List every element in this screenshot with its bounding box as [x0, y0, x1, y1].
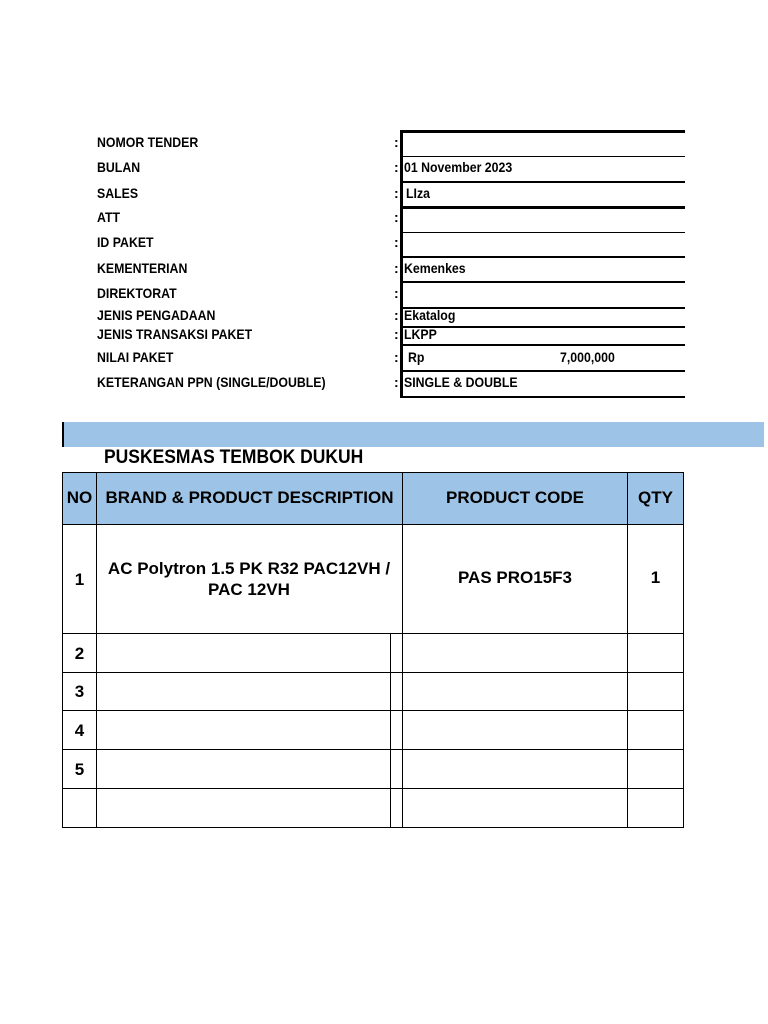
table-line: [62, 827, 684, 828]
value-jenis-pengadaan: Ekatalog: [404, 307, 456, 323]
row-qty: [628, 711, 683, 749]
value-box-bottom-border: [400, 396, 685, 398]
colon: :: [394, 185, 399, 201]
row-product-code: [403, 750, 627, 788]
table-line: [390, 633, 391, 828]
table-line: [683, 472, 684, 828]
colon: :: [394, 159, 399, 175]
label-sales: SALES: [97, 185, 139, 201]
row-divider: [400, 156, 685, 157]
row-description: [97, 634, 390, 672]
row-qty: [628, 750, 683, 788]
value-jenis-transaksi-paket: LKPP: [404, 326, 437, 342]
row-qty: [628, 634, 683, 672]
row-description: [97, 673, 390, 710]
header-description: BRAND & PRODUCT DESCRIPTION: [105, 488, 394, 507]
header-qty: QTY: [638, 488, 673, 507]
row-product-code: [403, 789, 627, 827]
value-nilai-paket-amount: 7,000,000: [560, 349, 615, 365]
row-description: [97, 789, 390, 827]
value-kementerian: Kemenkes: [404, 260, 466, 276]
row-divider: [400, 256, 685, 258]
row-description: AC Polytron 1.5 PK R32 PAC12VH / PAC 12VH: [107, 559, 391, 599]
row-divider: [400, 232, 685, 233]
colon: :: [394, 349, 399, 365]
label-keterangan-ppn: KETERANGAN PPN (SINGLE/DOUBLE): [97, 374, 326, 390]
row-divider: [400, 344, 685, 346]
value-nilai-paket-currency: Rp: [408, 349, 425, 365]
row-no: 2: [74, 643, 85, 663]
row-no: 1: [74, 569, 85, 589]
row-qty: [628, 673, 683, 710]
colon: :: [394, 234, 399, 250]
value-box-top-border: [400, 130, 685, 133]
section-band: [62, 422, 764, 447]
row-divider: [400, 206, 685, 209]
row-divider: [400, 370, 685, 372]
row-divider: [400, 181, 685, 183]
row-product-code: [403, 673, 627, 710]
row-description: [97, 711, 390, 749]
row-product-code: [403, 634, 627, 672]
colon: :: [394, 134, 399, 150]
label-nilai-paket: NILAI PAKET: [97, 349, 174, 365]
row-no: [62, 789, 97, 827]
row-divider: [400, 281, 685, 283]
header-no: NO: [66, 488, 93, 507]
colon: :: [394, 307, 399, 323]
section-title: PUSKESMAS TEMBOK DUKUH: [104, 447, 364, 468]
value-sales: LIza: [406, 185, 430, 201]
colon: :: [394, 326, 399, 342]
row-qty: 1: [650, 567, 661, 587]
colon: :: [394, 285, 399, 301]
colon: :: [394, 260, 399, 276]
value-box-left-border: [400, 130, 403, 398]
row-product-code: [403, 711, 627, 749]
label-att: ATT: [97, 209, 121, 225]
row-no: 4: [74, 720, 85, 740]
label-jenis-pengadaan: JENIS PENGADAAN: [97, 307, 216, 323]
band-cursor-mark: [62, 422, 64, 447]
label-id-paket: ID PAKET: [97, 234, 154, 250]
value-keterangan-ppn: SINGLE & DOUBLE: [404, 374, 518, 390]
label-nomor-tender: NOMOR TENDER: [97, 134, 199, 150]
product-table: [62, 472, 684, 828]
row-divider: [400, 326, 685, 328]
colon: :: [394, 374, 399, 390]
row-description: [97, 750, 390, 788]
label-direktorat: DIREKTORAT: [97, 285, 177, 301]
row-no: 5: [74, 759, 85, 779]
value-bulan: 01 November 2023: [404, 159, 513, 175]
label-jenis-transaksi-paket: JENIS TRANSAKSI PAKET: [97, 326, 253, 342]
row-qty: [628, 789, 683, 827]
label-bulan: BULAN: [97, 159, 141, 175]
colon: :: [394, 209, 399, 225]
header-product-code: PRODUCT CODE: [446, 488, 584, 507]
label-kementerian: KEMENTERIAN: [97, 260, 188, 276]
row-no: 3: [74, 682, 85, 701]
row-product-code: PAS PRO15F3: [457, 567, 572, 587]
